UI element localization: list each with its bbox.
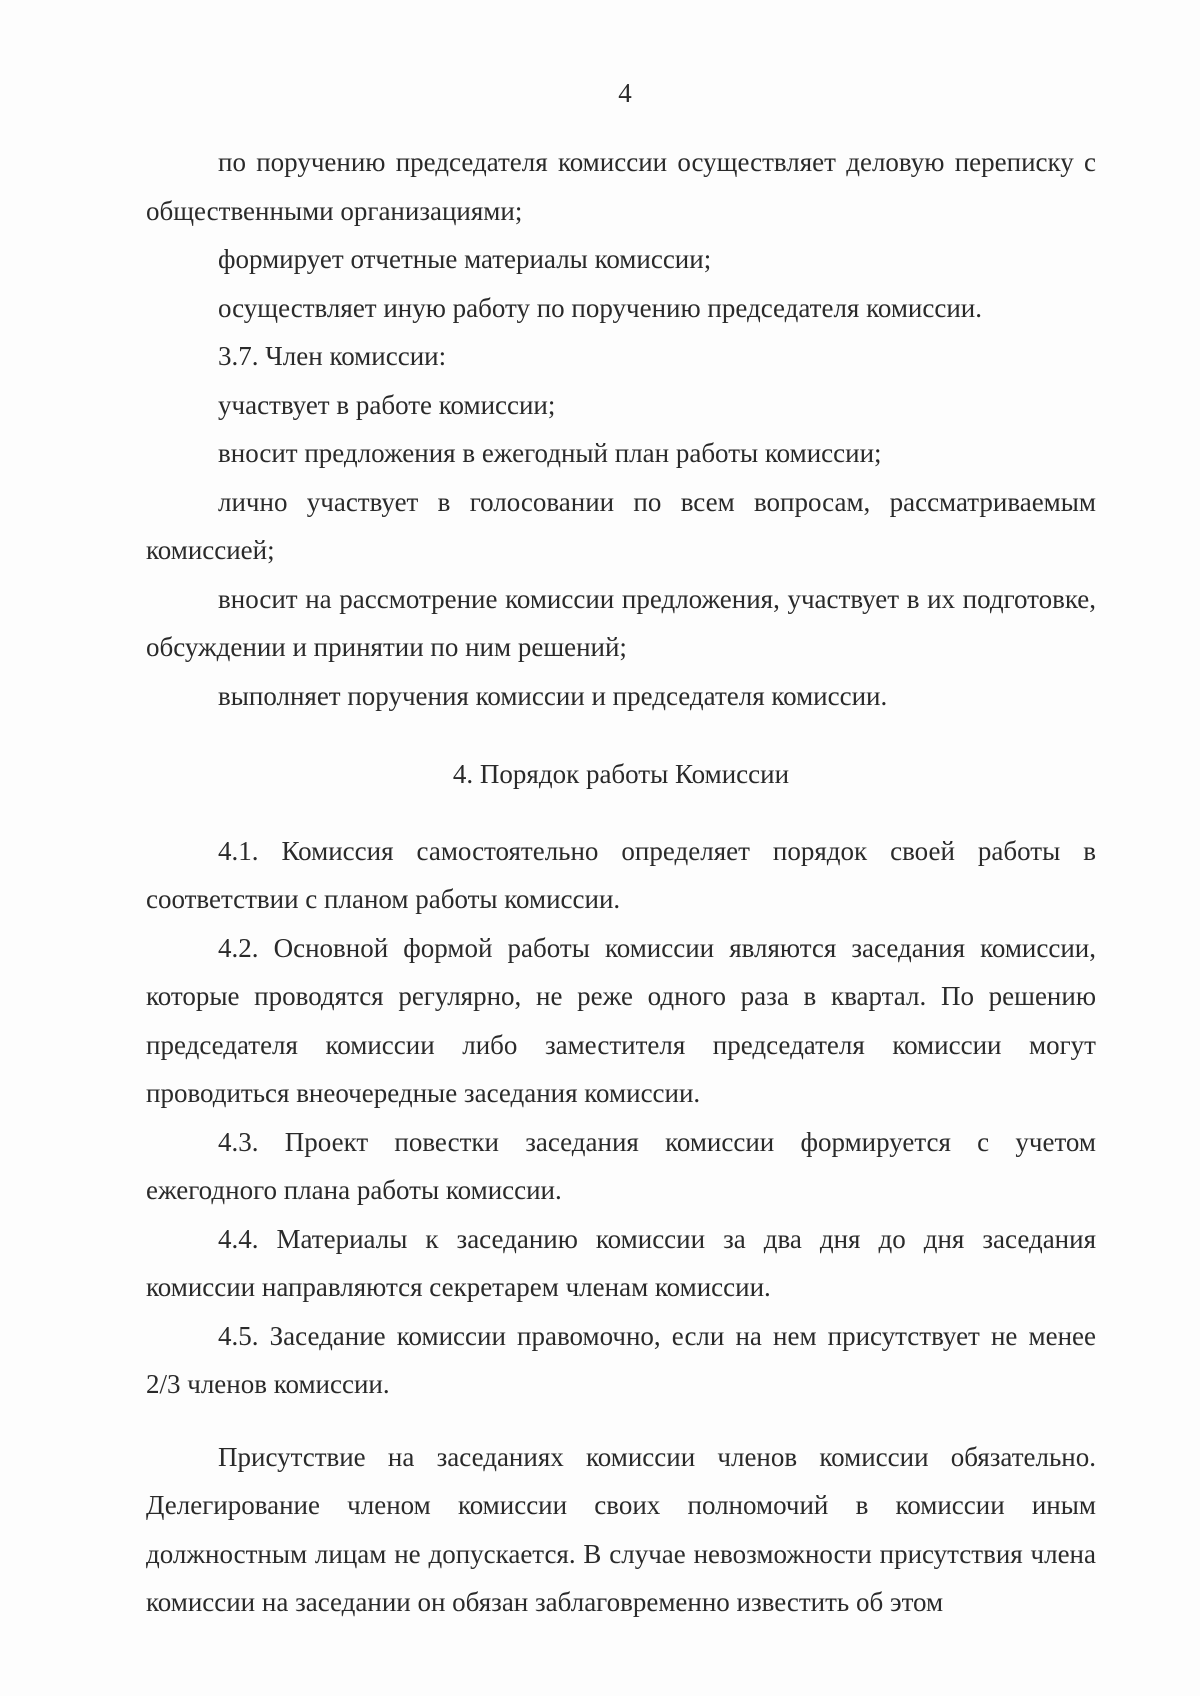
- paragraph-otchetnye-materialy: формирует отчетные материалы комиссии;: [218, 244, 712, 274]
- page-number: 4: [618, 78, 632, 108]
- clause-3-7: 3.7. Член комиссии:: [218, 341, 447, 371]
- section-heading: 4. Порядок работы Комиссии: [452, 759, 790, 789]
- paragraph-rassmotrenie: вносит на рассмотрение комиссии предложения, участвует в их подготовке, обсуждении и принятии по ним решений;: [146, 583, 1096, 662]
- paragraph-prisutstvie: Присутствие на заседаниях комиссии членов комиссии обязательно. Делегирование членом комиссии своих полномочий в комиссии иным должностным лицам не допускается. В случае невозможности присутствия члена комиссии на заседании он обязан заблаговременно известить об этом: [146, 1441, 1096, 1617]
- clause-4-5: 4.5. Заседание комиссии правомочно, если на нем присутствует не менее 2/3 членов комиссии.: [146, 1320, 1096, 1399]
- paragraph-vnosit-predlozheniya: вносит предложения в ежегодный план работы комиссии;: [218, 438, 882, 468]
- paragraph-vypolnyaet-porucheniya: выполняет поручения комиссии и председателя комиссии.: [218, 680, 888, 711]
- clause-4-2: 4.2. Основной формой работы комиссии являются заседания комиссии, которые проводятся регулярно, не реже одного раза в квартал. По решению председателя комиссии либо заместителя председателя комиссии могут проводиться внеочередные заседания комиссии.: [146, 932, 1096, 1108]
- clause-4-4: 4.4. Материалы к заседанию комиссии за два дня до дня заседания комиссии направляются секретарем членам комиссии.: [146, 1223, 1096, 1302]
- paragraph-inaya-rabota: осуществляет иную работу по поручению председателя комиссии.: [218, 292, 982, 323]
- document-body: [146, 138, 1096, 1627]
- paragraph-delovaya-perepiska: по поручению председателя комиссии осуществляет деловую переписку с общественными организациями;: [146, 147, 1096, 226]
- paragraph-gap: [146, 1409, 1096, 1433]
- clause-4-1: 4.1. Комиссия самостоятельно определяет порядок своей работы в соответствии с планом работы комиссии.: [146, 835, 1096, 914]
- paragraph-uchastvuet: участвует в работе комиссии;: [218, 389, 556, 420]
- clause-4-3: 4.3. Проект повестки заседания комиссии формируется с учетом ежегодного плана работы комиссии.: [146, 1126, 1096, 1205]
- paragraph-golosovanie: лично участвует в голосовании по всем вопросам, рассматриваемым комиссией;: [146, 486, 1096, 565]
